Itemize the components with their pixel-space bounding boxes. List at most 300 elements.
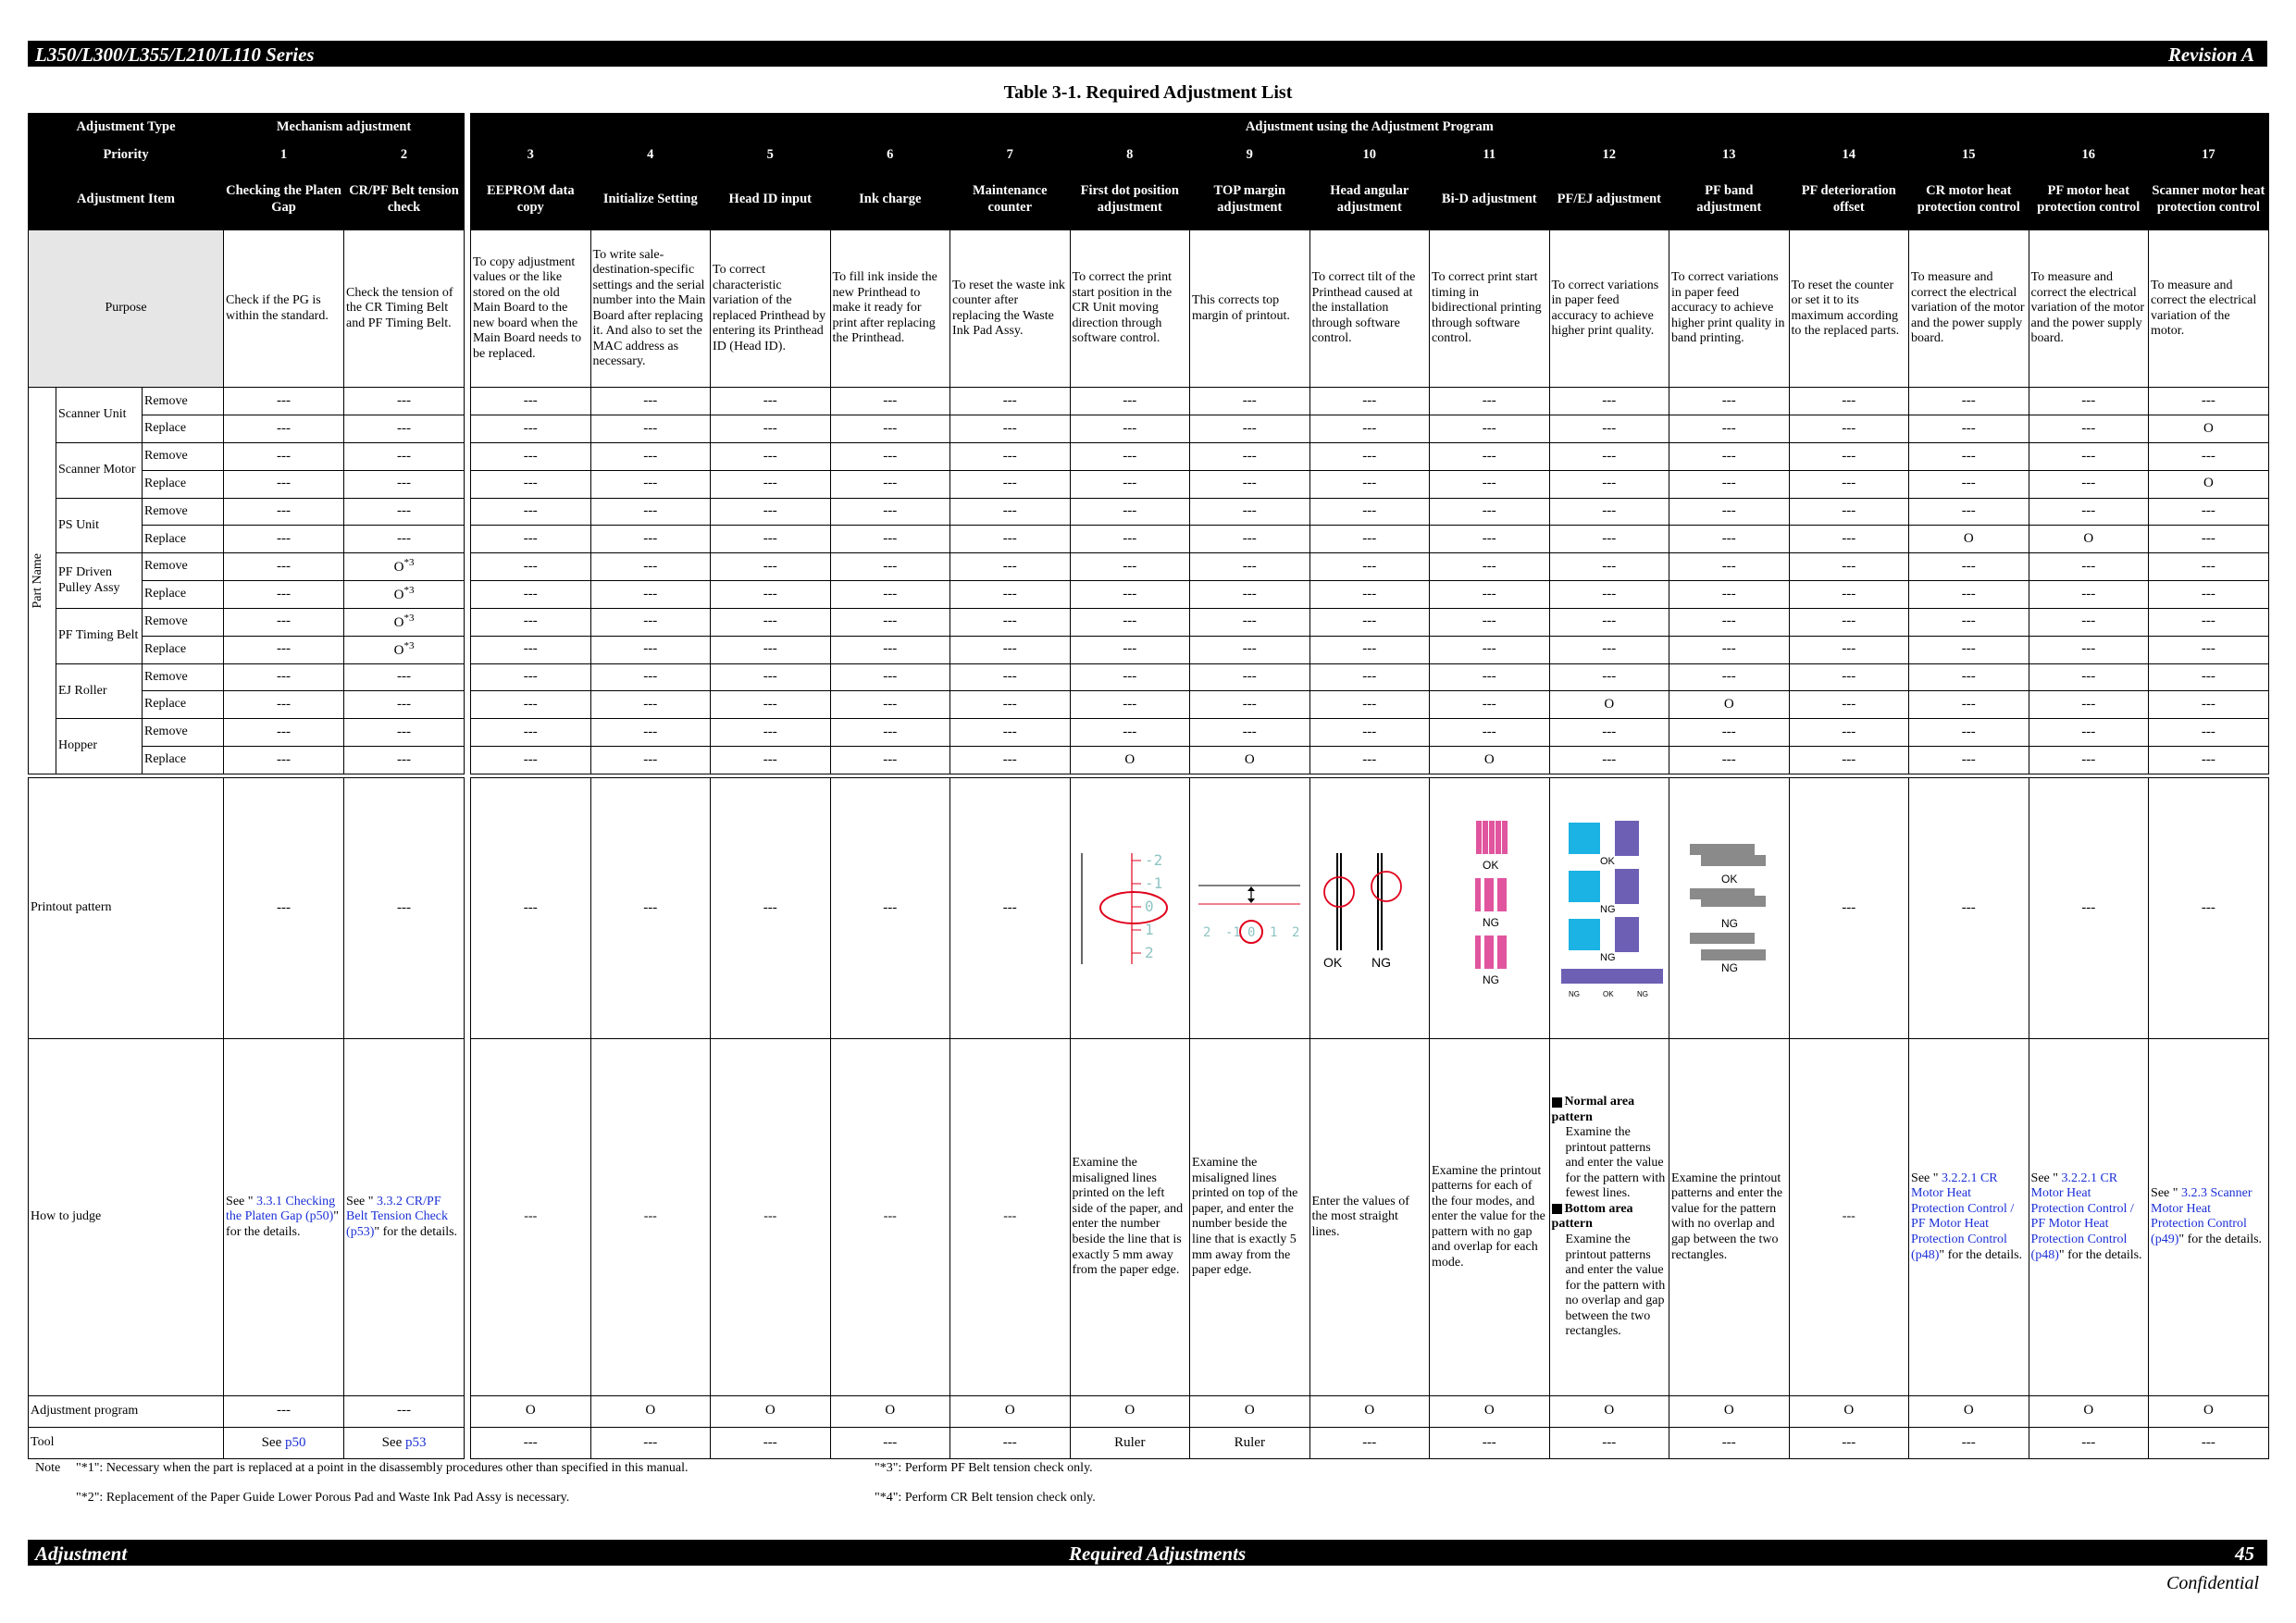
purpose-11: To correct print start timing in bidirectional printing through software control. <box>1430 230 1550 388</box>
cell-p8: --- <box>1070 553 1190 581</box>
cell-p12: --- <box>1549 608 1669 636</box>
adjustment-item-7: Maintenance counter <box>950 169 1071 230</box>
table-row <box>29 581 2269 609</box>
first-dot-pattern <box>1074 849 1185 969</box>
table-title: Table 3-1. Required Adjustment List <box>1003 82 1293 103</box>
svg-text:1: 1 <box>1270 924 1278 940</box>
cell-p6: --- <box>830 443 950 471</box>
cell-p17: O <box>2149 470 2269 498</box>
cell-p11: --- <box>1430 443 1550 471</box>
printout-10 <box>1309 778 1430 1039</box>
cell-p6: --- <box>830 608 950 636</box>
cell-p4: --- <box>590 636 711 663</box>
cell-p15: --- <box>1909 443 2029 471</box>
tool-page-link[interactable]: p53 <box>404 1434 427 1450</box>
cell-p15: --- <box>1909 470 2029 498</box>
page-header <box>28 41 2267 67</box>
cell-p16: --- <box>2029 443 2149 471</box>
part-action: Replace <box>143 415 224 443</box>
cell-p9: O <box>1190 746 1310 774</box>
purpose-9: This corrects top margin of printout. <box>1190 230 1310 388</box>
cell-p3: --- <box>471 746 591 774</box>
part-action: Remove <box>143 663 224 691</box>
cell-p2: $O^{*3}$ <box>344 581 465 609</box>
program-2: --- <box>344 1395 465 1427</box>
cell-p7: --- <box>950 691 1071 719</box>
judge-row <box>29 1039 2269 1396</box>
part-3: PS Unit <box>56 498 143 553</box>
cell-p2: --- <box>344 388 465 415</box>
cell-p1: --- <box>224 663 344 691</box>
cell-p17: O <box>2149 415 2269 443</box>
cell-p7: --- <box>950 498 1071 526</box>
cell-p14: --- <box>1789 415 1909 443</box>
cell-p3: --- <box>471 719 591 747</box>
judge-7: --- <box>950 1039 1071 1396</box>
cell-p15: --- <box>1909 636 2029 663</box>
cell-p8: --- <box>1070 581 1190 609</box>
cell-p8: --- <box>1070 608 1190 636</box>
page-footer <box>28 1540 2267 1566</box>
program-5: O <box>711 1395 831 1427</box>
cell-p14: --- <box>1789 443 1909 471</box>
cell-p15: --- <box>1909 608 2029 636</box>
printout-row <box>29 778 2269 1039</box>
cell-p6: --- <box>830 415 950 443</box>
svg-text:NG: NG <box>1371 954 1391 970</box>
part-5: PF Timing Belt <box>56 608 143 663</box>
cell-p14: --- <box>1789 581 1909 609</box>
cell-p11: --- <box>1430 526 1550 553</box>
note-1: "*1": Necessary when the part is replaced at a point in the disassembly procedures other than specified in this manual. <box>76 1461 689 1475</box>
cell-p12: --- <box>1549 388 1669 415</box>
cell-p9: --- <box>1190 388 1310 415</box>
cell-p17: --- <box>2149 719 2269 747</box>
svg-text:NG: NG <box>1721 960 1739 974</box>
cell-p2: --- <box>344 415 465 443</box>
revision-label: Revision A <box>2167 43 2254 66</box>
cell-p8: --- <box>1070 663 1190 691</box>
cell-p14: --- <box>1789 498 1909 526</box>
cell-p2: $O^{*3}$ <box>344 608 465 636</box>
series-title: L350/L300/L355/L210/L110 Series <box>35 43 315 66</box>
printout-14: --- <box>1789 778 1909 1039</box>
svg-text:NG: NG <box>1568 989 1580 998</box>
cell-p13: --- <box>1669 388 1790 415</box>
cell-p7: --- <box>950 415 1071 443</box>
cell-p11: --- <box>1430 470 1550 498</box>
cell-p16: --- <box>2029 746 2149 774</box>
adjustment-item-16: PF motor heat protection control <box>2029 169 2149 230</box>
table-row <box>29 636 2269 663</box>
purpose-15: To measure and correct the electrical variation of the motor and the power supply board. <box>1909 230 2029 388</box>
cell-p13: --- <box>1669 663 1790 691</box>
part-action: Remove <box>143 498 224 526</box>
cell-p4: --- <box>590 719 711 747</box>
judge-8: Examine the misaligned lines printed on the left side of the paper, and enter the number beside the line that is exactly 5 mm away from the paper edge. <box>1070 1039 1190 1396</box>
cell-p12: --- <box>1549 526 1669 553</box>
cell-p10: --- <box>1309 470 1430 498</box>
cell-p15: --- <box>1909 581 2029 609</box>
cell-p13: --- <box>1669 470 1790 498</box>
judge-14: --- <box>1789 1039 1909 1396</box>
adjustment-item-14: PF deterioration offset <box>1789 169 1909 230</box>
cell-p9: --- <box>1190 691 1310 719</box>
cell-p7: --- <box>950 443 1071 471</box>
adjustment-type-label: Adjustment Type <box>29 114 224 142</box>
part-name-label <box>29 388 56 774</box>
cell-p5: --- <box>711 415 831 443</box>
table-row <box>29 498 2269 526</box>
cell-p4: --- <box>590 691 711 719</box>
cell-p16: --- <box>2029 719 2149 747</box>
cell-p1: --- <box>224 415 344 443</box>
tool-row <box>29 1427 2269 1458</box>
tool-12: --- <box>1549 1427 1669 1458</box>
cell-p9: --- <box>1190 526 1310 553</box>
cell-p10: --- <box>1309 663 1430 691</box>
adjustment-item-13: PF band adjustment <box>1669 169 1790 230</box>
cell-p3: --- <box>471 415 591 443</box>
cell-p11: --- <box>1430 553 1550 581</box>
judge-1-link[interactable]: 3.3.1 Checking the Platen Gap (p50) <box>226 1194 336 1224</box>
cell-p11: --- <box>1430 581 1550 609</box>
cell-p16: --- <box>2029 388 2149 415</box>
adjustment-item-4: Initialize Setting <box>590 169 711 230</box>
tool-page-link[interactable]: p50 <box>284 1434 306 1450</box>
cell-p2: --- <box>344 470 465 498</box>
cell-p6: --- <box>830 526 950 553</box>
note-4: "*4": Perform CR Belt tension check only. <box>875 1491 1096 1505</box>
judge-2-link[interactable]: 3.3.2 CR/PF Belt Tension Check (p53) <box>346 1194 449 1239</box>
cell-p5: --- <box>711 746 831 774</box>
cell-p5: --- <box>711 719 831 747</box>
judge-9: Examine the misaligned lines printed on top of the paper, and enter the number beside the line that is exactly 5 mm away from the paper edge. <box>1190 1039 1310 1396</box>
cell-p15: --- <box>1909 553 2029 581</box>
cell-p16: --- <box>2029 470 2149 498</box>
purpose-10: To correct tilt of the Printhead caused at the installation through software control. <box>1309 230 1430 388</box>
part-action: Remove <box>143 443 224 471</box>
cell-p2: --- <box>344 663 465 691</box>
purpose-12: To correct variations in paper feed accuracy to achieve higher print quality. <box>1549 230 1669 388</box>
cell-p17: --- <box>2149 443 2269 471</box>
adjustment-item-5: Head ID input <box>711 169 831 230</box>
cell-p12: --- <box>1549 636 1669 663</box>
cell-p6: --- <box>830 470 950 498</box>
program-13: O <box>1669 1395 1790 1427</box>
purpose-7: To reset the waste ink counter after replacing the Waste Ink Pad Assy. <box>950 230 1071 388</box>
cell-p2: --- <box>344 498 465 526</box>
pfej-pattern <box>1552 816 1668 1001</box>
cell-p1: --- <box>224 553 344 581</box>
adjustment-item-10: Head angular adjustment <box>1309 169 1430 230</box>
svg-text:OK: OK <box>1599 855 1615 867</box>
cell-p16: --- <box>2029 608 2149 636</box>
printout-3: --- <box>471 778 591 1039</box>
priority-6: 6 <box>830 142 950 169</box>
tool-label: Tool <box>29 1427 224 1458</box>
cell-p4: --- <box>590 498 711 526</box>
judge-10: Enter the values of the most straight lines. <box>1309 1039 1430 1396</box>
purpose-3: To copy adjustment values or the like stored on the old Main Board to the new board when the Main Board needs to be replaced. <box>471 230 591 388</box>
priority-16: 16 <box>2029 142 2149 169</box>
program-9: O <box>1190 1395 1310 1427</box>
printout-1: --- <box>224 778 344 1039</box>
printout-label: Printout pattern <box>29 778 224 1039</box>
footer-section: Adjustment <box>35 1542 128 1565</box>
priority-2: 2 <box>344 142 465 169</box>
part-1: Scanner Unit <box>56 388 143 443</box>
judge-3: --- <box>471 1039 591 1396</box>
judge-2: See " 3.3.2 CR/PF Belt Tension Check (p53)" for the details. <box>344 1039 465 1396</box>
cell-p9: --- <box>1190 636 1310 663</box>
cell-p3: --- <box>471 581 591 609</box>
judge-label: How to judge <box>29 1039 224 1396</box>
cell-p6: --- <box>830 746 950 774</box>
part-action: Replace <box>143 526 224 553</box>
printout-17: --- <box>2149 778 2269 1039</box>
part-2: Scanner Motor <box>56 443 143 499</box>
adjustment-item-1: Checking the Platen Gap <box>224 169 344 230</box>
priority-9: 9 <box>1190 142 1310 169</box>
program-8: O <box>1070 1395 1190 1427</box>
cell-p8: --- <box>1070 719 1190 747</box>
svg-text:NG: NG <box>1721 916 1739 930</box>
judge-12-bottom: Examine the printout patterns and enter the value for the pattern with no overlap and gap between the two rectangles. <box>1565 1232 1666 1339</box>
cell-p13: --- <box>1669 526 1790 553</box>
priority-5: 5 <box>711 142 831 169</box>
cell-p10: --- <box>1309 443 1430 471</box>
judge-16: See " 3.2.2.1 CR Motor Heat Protection Control / PF Motor Heat Protection Control (p48)" for the details. <box>2029 1039 2149 1396</box>
cell-p4: --- <box>590 526 711 553</box>
svg-text:2: 2 <box>1144 943 1154 961</box>
cell-p13: --- <box>1669 636 1790 663</box>
adjustment-item-15: CR motor heat protection control <box>1909 169 2029 230</box>
purpose-8: To correct the print start position in the CR Unit moving direction through software control. <box>1070 230 1190 388</box>
cell-p14: --- <box>1789 608 1909 636</box>
table-row <box>29 388 2269 415</box>
table-row <box>29 663 2269 691</box>
cell-p15: --- <box>1909 691 2029 719</box>
cell-p1: --- <box>224 498 344 526</box>
cell-p16: --- <box>2029 581 2149 609</box>
adjustment-item-6: Ink charge <box>830 169 950 230</box>
cell-p15: --- <box>1909 498 2029 526</box>
cell-p6: --- <box>830 498 950 526</box>
priority-12: 12 <box>1549 142 1669 169</box>
program-3: O <box>471 1395 591 1427</box>
cell-p8: --- <box>1070 526 1190 553</box>
cell-p9: --- <box>1190 581 1310 609</box>
tool-14: --- <box>1789 1427 1909 1458</box>
adjustment-program-row <box>29 1395 2269 1427</box>
svg-text:-2: -2 <box>1144 850 1163 869</box>
cell-p7: --- <box>950 581 1071 609</box>
part-6: EJ Roller <box>56 663 143 719</box>
cell-p9: --- <box>1190 415 1310 443</box>
cell-p11: --- <box>1430 415 1550 443</box>
program-11: O <box>1430 1395 1550 1427</box>
svg-text:2: 2 <box>1203 924 1211 940</box>
priority-15: 15 <box>1909 142 2029 169</box>
purpose-label: Purpose <box>29 230 224 388</box>
cell-p10: --- <box>1309 553 1430 581</box>
cell-p8: --- <box>1070 691 1190 719</box>
cell-p14: --- <box>1789 746 1909 774</box>
cell-p15: --- <box>1909 746 2029 774</box>
table-row <box>29 526 2269 553</box>
cell-p16: --- <box>2029 636 2149 663</box>
part-action: Remove <box>143 608 224 636</box>
cell-p12: --- <box>1549 663 1669 691</box>
judge-16-link[interactable]: 3.2.2.1 CR Motor Heat Protection Control / PF Motor Heat Protection Control (p48) <box>2030 1171 2134 1262</box>
cell-p10: --- <box>1309 691 1430 719</box>
cell-p17: --- <box>2149 746 2269 774</box>
part-name-text: Part Name <box>31 552 44 609</box>
cell-p8: --- <box>1070 388 1190 415</box>
printout-8 <box>1070 778 1190 1039</box>
note-3: "*3": Perform PF Belt tension check only. <box>875 1461 1093 1475</box>
cell-p9: --- <box>1190 498 1310 526</box>
judge-6: --- <box>830 1039 950 1396</box>
cell-p5: --- <box>711 636 831 663</box>
printout-2: --- <box>344 778 465 1039</box>
cell-p3: --- <box>471 663 591 691</box>
cell-p13: --- <box>1669 581 1790 609</box>
cell-p13: --- <box>1669 719 1790 747</box>
cell-p14: --- <box>1789 470 1909 498</box>
adjustment-item-label: Adjustment Item <box>29 169 224 230</box>
cell-p12: --- <box>1549 470 1669 498</box>
cell-p3: --- <box>471 636 591 663</box>
cell-p1: --- <box>224 443 344 471</box>
cell-p8: --- <box>1070 470 1190 498</box>
program-12: O <box>1549 1395 1669 1427</box>
cell-p4: --- <box>590 553 711 581</box>
part-action: Replace <box>143 746 224 774</box>
cell-p1: --- <box>224 388 344 415</box>
cell-p11: --- <box>1430 608 1550 636</box>
cell-p3: --- <box>471 498 591 526</box>
cell-p17: --- <box>2149 608 2269 636</box>
cell-p10: --- <box>1309 608 1430 636</box>
tool-9: Ruler <box>1190 1427 1310 1458</box>
cell-p5: --- <box>711 388 831 415</box>
cell-p1: --- <box>224 691 344 719</box>
tool-4: --- <box>590 1427 711 1458</box>
cell-p12: --- <box>1549 746 1669 774</box>
part-action: Replace <box>143 470 224 498</box>
cell-p11: --- <box>1430 636 1550 663</box>
judge-12-normal-title: Normal area pattern <box>1551 1095 1635 1124</box>
cell-p1: --- <box>224 636 344 663</box>
cell-p3: --- <box>471 443 591 471</box>
cell-p4: --- <box>590 388 711 415</box>
priority-1: 1 <box>224 142 344 169</box>
cell-p17: --- <box>2149 581 2269 609</box>
cell-p8: --- <box>1070 415 1190 443</box>
cell-p9: --- <box>1190 608 1310 636</box>
cell-p2: --- <box>344 443 465 471</box>
cell-p5: --- <box>711 470 831 498</box>
svg-text:2: 2 <box>1292 924 1300 940</box>
cell-p8: O <box>1070 746 1190 774</box>
cell-p7: --- <box>950 470 1071 498</box>
table-row <box>29 608 2269 636</box>
cell-p16: O <box>2029 526 2149 553</box>
printout-6: --- <box>830 778 950 1039</box>
judge-4: --- <box>590 1039 711 1396</box>
part-action: Replace <box>143 581 224 609</box>
cell-p1: --- <box>224 581 344 609</box>
cell-p6: --- <box>830 388 950 415</box>
printout-9 <box>1190 778 1310 1039</box>
note-label: Note <box>35 1461 61 1475</box>
cell-p16: --- <box>2029 498 2149 526</box>
cell-p13: --- <box>1669 443 1790 471</box>
judge-17-link[interactable]: 3.2.3 Scanner Motor Heat Protection Control (p49) <box>2151 1186 2253 1246</box>
judge-1: See " 3.3.1 Checking the Platen Gap (p50)" for the details. <box>224 1039 344 1396</box>
program-15: O <box>1909 1395 2029 1427</box>
cell-p5: --- <box>711 443 831 471</box>
judge-15-link[interactable]: 3.2.2.1 CR Motor Heat Protection Control / PF Motor Heat Protection Control (p48) <box>1911 1171 2015 1262</box>
cell-p10: --- <box>1309 636 1430 663</box>
cell-p3: --- <box>471 553 591 581</box>
printout-7: --- <box>950 778 1071 1039</box>
table-row <box>29 746 2269 774</box>
priority-14: 14 <box>1789 142 1909 169</box>
page-number: 45 <box>2235 1542 2254 1565</box>
cell-p12: --- <box>1549 415 1669 443</box>
cell-p14: --- <box>1789 719 1909 747</box>
svg-text:NG: NG <box>1599 903 1616 915</box>
svg-text:OK: OK <box>1483 858 1499 872</box>
svg-text:NG: NG <box>1636 989 1648 998</box>
cell-p1: --- <box>224 746 344 774</box>
purpose-16: To measure and correct the electrical variation of the motor and the power supply board. <box>2029 230 2149 388</box>
part-action: Replace <box>143 691 224 719</box>
cell-p4: --- <box>590 581 711 609</box>
judge-12 <box>1549 1039 1669 1396</box>
footer-subsection: Required Adjustments <box>1069 1542 1247 1565</box>
tool-1: See p50 <box>224 1427 344 1458</box>
cell-p1: --- <box>224 526 344 553</box>
cell-p5: --- <box>711 608 831 636</box>
cell-p10: --- <box>1309 719 1430 747</box>
program-4: O <box>590 1395 711 1427</box>
printout-4: --- <box>590 778 711 1039</box>
table-row <box>29 470 2269 498</box>
table-row <box>29 719 2269 747</box>
cell-p11: --- <box>1430 498 1550 526</box>
purpose-4: To write sale-destination-specific settings and the serial number into the Main Board after replacing it. And also to set the MAC address as necessary. <box>590 230 711 388</box>
note-2: "*2": Replacement of the Paper Guide Lower Porous Pad and Waste Ink Pad Assy is necessary. <box>76 1491 570 1505</box>
cell-p16: --- <box>2029 691 2149 719</box>
cell-p3: --- <box>471 691 591 719</box>
cell-p7: --- <box>950 719 1071 747</box>
priority-13: 13 <box>1669 142 1790 169</box>
cell-p11: --- <box>1430 388 1550 415</box>
top-margin-pattern <box>1194 849 1305 969</box>
cell-p16: --- <box>2029 553 2149 581</box>
cell-p6: --- <box>830 581 950 609</box>
program-14: O <box>1789 1395 1909 1427</box>
cell-p1: --- <box>224 719 344 747</box>
cell-p2: --- <box>344 719 465 747</box>
priority-8: 8 <box>1070 142 1190 169</box>
svg-text:NG: NG <box>1599 951 1616 963</box>
table-row <box>29 443 2269 471</box>
